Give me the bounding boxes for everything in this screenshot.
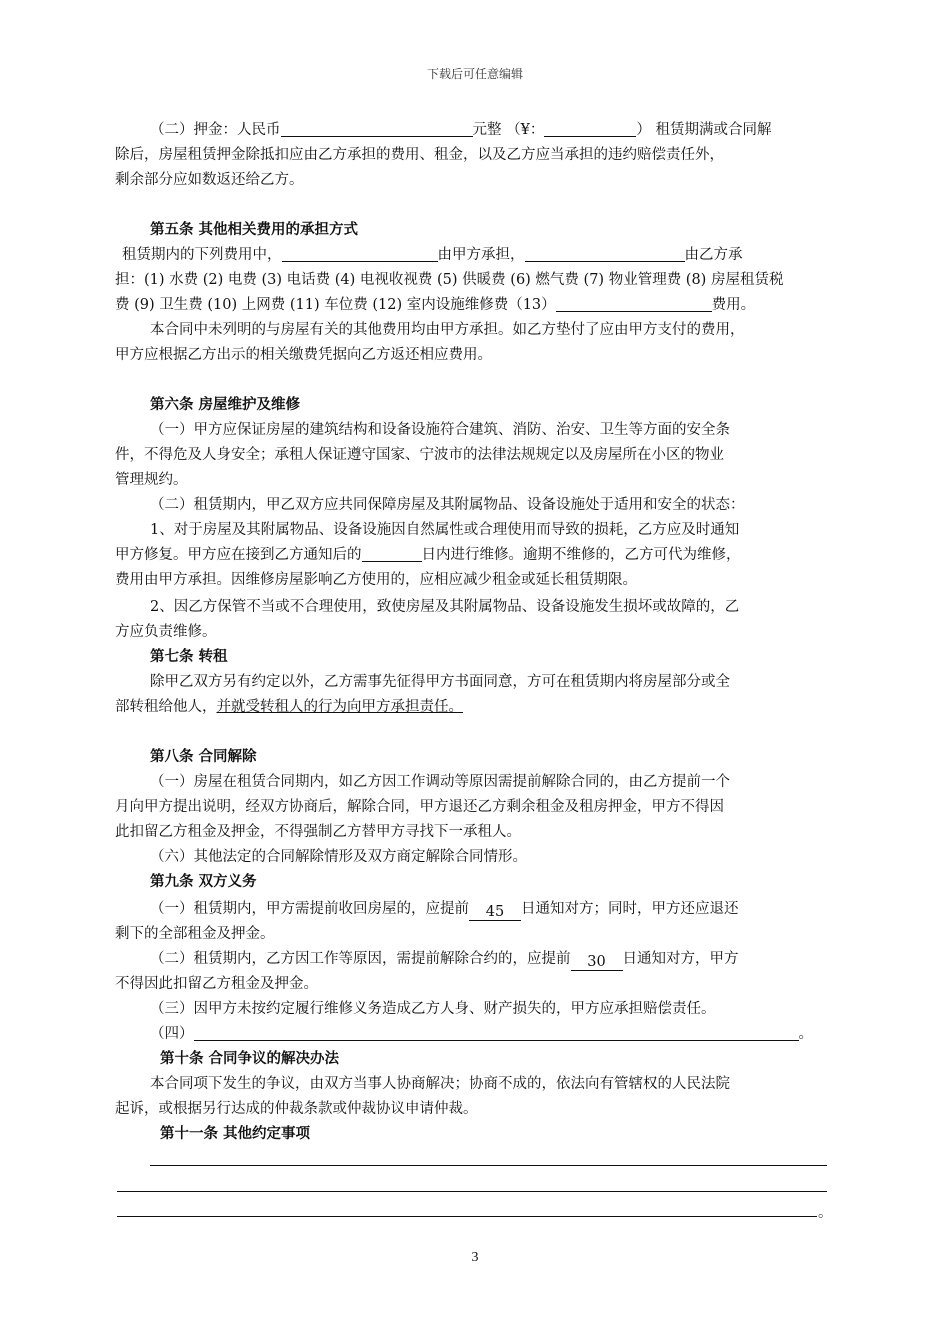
paragraph-line: 甲方应根据乙方出示的相关缴费凭据向乙方返还相应费用。 [115, 347, 492, 363]
text: （二）租赁期内，乙方因工作等原因，需提前解除合约的，应提前 [150, 951, 571, 967]
underlined-text: 并就受转租人的行为向甲方承担责任。 [216, 699, 463, 715]
paragraph-line: 本合同项下发生的争议，由双方当事人协商解决；协商不成的，依法向有管辖权的人民法院 [150, 1076, 730, 1092]
paragraph-line: 除后，房屋租赁押金除抵扣应由乙方承担的费用、租金，以及乙方应当承担的违约赔偿责任外， [115, 147, 724, 163]
paragraph-line: （一）甲方应保证房屋的建筑结构和设备设施符合建筑、消防、治安、卫生等方面的安全条 [150, 422, 730, 438]
text: 费 (9) 卫生费 (10) 上网费 (11) 车位费 (12) 室内设施维修费（13） [115, 297, 556, 313]
paragraph-line: 费用由甲方承担。因维修房屋影响乙方使用的，应相应减少租金或延长租赁期限。 [115, 572, 637, 588]
article-10-heading: 第十条 合同争议的解决办法 [160, 1051, 340, 1067]
landlord-fees-blank[interactable] [282, 245, 438, 262]
repair-days-blank[interactable] [362, 545, 422, 562]
paragraph-line: （二）租赁期内，甲乙双方应共同保障房屋及其附属物品、设备设施处于适用和安全的状态： [150, 497, 745, 513]
paragraph-line: 除甲乙双方另有约定以外，乙方需事先征得甲方书面同意，方可在租赁期内将房屋部分或全 [150, 674, 730, 690]
text: 费用。 [711, 297, 756, 313]
text: 。 [798, 1026, 813, 1042]
text: 日通知对方；同时，甲方还应退还 [521, 901, 739, 917]
article-6-heading: 第六条 房屋维护及维修 [150, 397, 301, 413]
paragraph-line: 此扣留乙方租金及押金，不得强制乙方替甲方寻找下一承租人。 [115, 824, 521, 840]
paragraph-line: 2、因乙方保管不当或不合理使用，致使房屋及其附属物品、设备设施发生损坏或故障的，乙 [150, 599, 740, 615]
paragraph-line: （三）因甲方未按约定履行维修义务造成乙方人身、财产损失的，甲方应承担赔偿责任。 [150, 1001, 716, 1017]
item-4-blank[interactable] [194, 1024, 799, 1041]
item-4-line [150, 1024, 845, 1044]
text: 部转租给他人， [115, 699, 217, 715]
paragraph-line: 剩余部分应如数返还给乙方。 [115, 172, 304, 188]
text: 日通知对方，甲方 [622, 951, 739, 967]
blank-line[interactable] [117, 1191, 827, 1192]
paragraph-line: 方应负责维修。 [115, 624, 217, 640]
paragraph-line: 月向甲方提出说明，经双方协商后，解除合同，甲方退还乙方剩余租金及租房押金，甲方不得因 [115, 799, 724, 815]
text: 甲方修复。甲方应在接到乙方通知后的 [115, 547, 362, 563]
deposit-amount-blank[interactable] [281, 120, 473, 137]
article-5-heading: 第五条 其他相关费用的承担方式 [150, 222, 359, 238]
notice-days-value[interactable]: 30 [571, 954, 623, 971]
text: 日内进行维修。逾期不维修的，乙方可代为维修， [421, 547, 741, 563]
paragraph-line: 件，不得危及人身安全；承租人保证遵守国家、宁波市的法律法规规定以及房屋所在小区的物业 [115, 447, 724, 463]
notice-45-line [150, 899, 845, 921]
paragraph-line: （六）其他法定的合同解除情形及双方商定解除合同情形。 [150, 849, 527, 865]
sublease-line [115, 697, 845, 717]
page-number: 3 [471, 1250, 479, 1265]
blank-line[interactable] [117, 1216, 817, 1217]
paragraph-line: 剩下的全部租金及押金。 [115, 926, 275, 942]
paragraph-line: 起诉，或根据另行达成的仲裁条款或仲裁协议申请仲裁。 [115, 1101, 478, 1117]
text: 由乙方承 [684, 247, 743, 263]
fees-line-2 [115, 295, 845, 315]
deposit-line [150, 120, 845, 140]
text: 租赁期内的下列费用中， [122, 247, 282, 263]
article-9-heading: 第九条 双方义务 [150, 874, 257, 890]
text: ） 租赁期满或合同解 [636, 122, 772, 138]
fees-line [122, 245, 852, 265]
article-8-heading: 第八条 合同解除 [150, 749, 257, 765]
text: 由甲方承担， [437, 247, 525, 263]
paragraph-line: 担：(1) 水费 (2) 电费 (3) 电话费 (4) 电视收视费 (5) 供暖费 (6) 燃气费 (7) 物业管理费 (8) 房屋租赁税 [115, 272, 784, 288]
paragraph-line: （一）房屋在租赁合同期内，如乙方因工作调动等原因需提前解除合同的，由乙方提前一个 [150, 774, 730, 790]
end-mark: 。 [818, 1205, 833, 1221]
other-fees-blank[interactable] [556, 295, 712, 312]
paragraph-line: 1、对于房屋及其附属物品、设备设施因自然属性或合理使用而导致的损耗，乙方应及时通知 [150, 522, 740, 538]
paragraph-line: 管理规约。 [115, 472, 188, 488]
blank-line[interactable] [150, 1165, 827, 1166]
deposit-figure-blank[interactable] [544, 120, 636, 137]
tenant-fees-blank[interactable] [525, 245, 685, 262]
text: （四） [150, 1026, 194, 1042]
text: （一）租赁期内，甲方需提前收回房屋的，应提前 [150, 901, 469, 917]
repair-days-line [115, 545, 845, 565]
article-11-heading: 第十一条 其他约定事项 [160, 1126, 311, 1142]
article-7-heading: 第七条 转租 [150, 649, 228, 665]
notice-days-value[interactable]: 45 [469, 904, 521, 921]
page-header: 下载后可任意编辑 [426, 67, 523, 81]
text: 元整 （¥： [472, 122, 545, 138]
paragraph-line: 不得因此扣留乙方租金及押金。 [115, 976, 318, 992]
paragraph-line: 本合同中未列明的与房屋有关的其他费用均由甲方承担。如乙方垫付了应由甲方支付的费用， [150, 322, 745, 338]
text: （二）押金：人民币 [150, 122, 281, 138]
notice-30-line [150, 949, 845, 971]
